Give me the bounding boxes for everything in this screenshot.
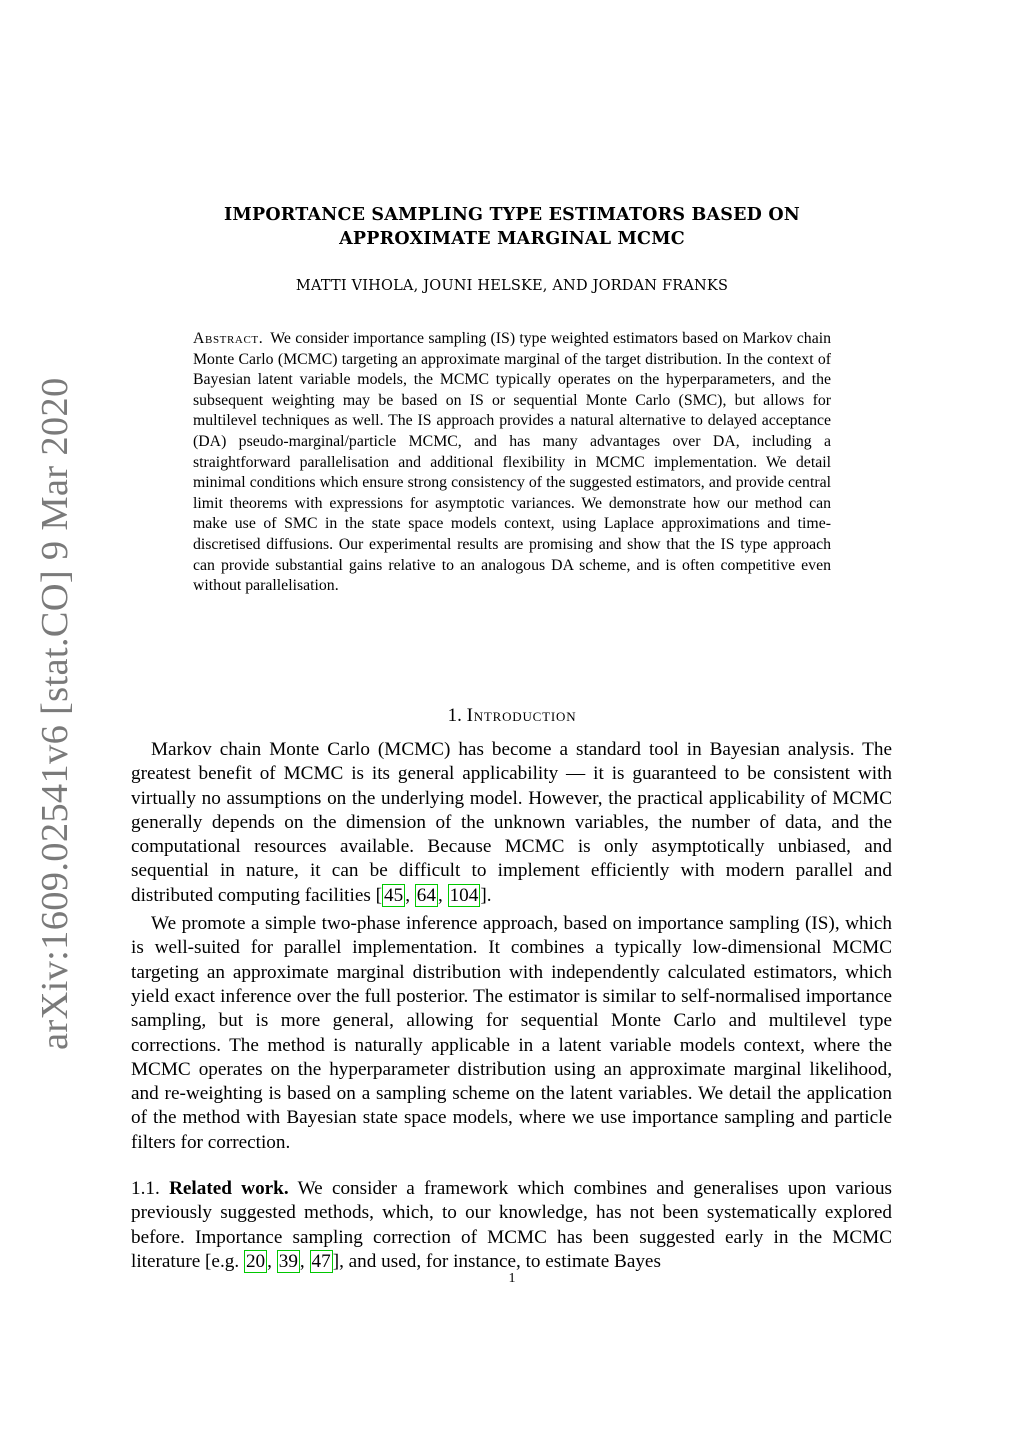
citation-link[interactable]: 104: [449, 884, 479, 906]
paragraph-text-tail: ], and used, for instance, to estimate Bayes: [332, 1250, 661, 1272]
body-text: [131, 738, 892, 1274]
section-title: Introduction: [466, 705, 577, 726]
abstract: [193, 329, 831, 597]
page-number: 1: [508, 1271, 516, 1286]
citation-link[interactable]: 39: [278, 1250, 298, 1272]
abstract-label: Abstract.: [193, 330, 264, 347]
section-number: 1.: [447, 705, 462, 726]
subsection-title: Related work.: [169, 1178, 289, 1200]
title-line-1: IMPORTANCE SAMPLING TYPE ESTIMATORS BASED ON: [224, 205, 800, 225]
citation-link[interactable]: 47: [311, 1250, 331, 1272]
abstract-text: We consider importance sampling (IS) type weighted estimators based on Markov chain Monte Carlo (MCMC) targeting an approximate marginal of the target distribution. In the context of Bayesian latent variable models, the MCMC typically operates on the hyperparameters, and the subsequent weighting may be based on IS or sequential Monte Carlo (SMC), but allows for multilevel techniques as well. The IS approach provides a natural alternative to delayed acceptance (DA) pseudo-marginal/particle MCMC, and has many advantages over DA, including a straightforward parallelisation and additional flexibility in MCMC implementation. We detail minimal conditions which ensure strong consistency of the suggested estimators, and provide central limit theorems with expressions for asymptotic variances. We demonstrate how our method can make use of SMC in the state space models context, using Laplace approximations and time-discretised diffusions. Our experimental results are promising and show that the IS type approach can provide substantial gains relative to an analogous DA scheme, and is often competitive even without parallelisation.: [193, 330, 832, 595]
citation-link[interactable]: 45: [384, 884, 404, 906]
paragraph-mcmc-intro: Markov chain Monte Carlo (MCMC) has become a standard tool in Bayesian analysis. The greatest benefit of MCMC is its general applicability — it is guaranteed to be consistent with virtually no assumptions on the underlying model. However, the practical applicability of MCMC generally depends on the dimension of the unknown variables, the number of data, and the computational resources available. Because MCMC is only asymptotically unbiased, and sequential in nature, it can be difficult to implement efficiently with modern parallel and distributed computing facilities [ 45 , 64 , 104 ].: [131, 739, 892, 906]
arxiv-identifier[interactable]: arXiv:1609.02541v6 [stat.CO] 9 Mar 2020: [34, 377, 76, 1050]
subsection-related-work: 1.1. Related work. We consider a framework which combines and generalises upon various previously suggested methods, which, to our knowledge, has not been systematically explored before. Importance sampling correction of MCMC has been suggested early in the MCMC literature [e.g. 20 , 39 , 47 ], and used, for instance, to estimate Bayes: [131, 1178, 893, 1272]
title-line-2: APPROXIMATE MARGINAL MCMC: [339, 229, 685, 249]
subsection-number: 1.1.: [131, 1178, 160, 1200]
author-list: MATTI VIHOLA, JOUNI HELSKE, AND JORDAN FRANKS: [295, 278, 729, 294]
paragraph-text: Markov chain Monte Carlo (MCMC) has become a standard tool in Bayesian analysis. The greatest benefit of MCMC is its general applicability — it is guaranteed to be consistent with virtually no assumptions on the underlying model. However, the practical applicability of MCMC generally depends on the dimension of the unknown variables, the number of data, and the computational resources available. Because MCMC is only asymptotically unbiased, and sequential in nature, it can be difficult to implement efficiently with modern parallel and distributed computing facilities: [131, 739, 892, 906]
paper-title: [0, 203, 1024, 251]
citation-link[interactable]: 20: [245, 1250, 266, 1272]
citation-link[interactable]: 64: [416, 884, 436, 906]
paragraph-two-phase-approach: We promote a simple two-phase inference approach, based on importance sampling (IS), which is well-suited for parallel implementation. It combines a typically low-dimensional MCMC targeting an approximate marginal distribution with independently calculated estimators, which yield exact inference over the full posterior. The estimator is similar to self-normalised importance sampling, but is more general, allowing for sequential Monte Carlo and multilevel type corrections. The method is naturally applicable in a latent variable models context, where the MCMC operates on the hyperparameter distribution using an approximate marginal likelihood, and re-weighting is based on a sampling scheme on the latent variables. We detail the application of the method with Bayesian state space models, where we use importance sampling and particle filters for correction.: [131, 913, 892, 1153]
paragraph-text: We consider a framework which combines and generalises upon various previously suggested methods, which, to our knowledge, has not been systematically explored before. Importance sampling correction of MCMC has been suggested early in the MCMC literature [e.g.: [131, 1178, 893, 1272]
section-heading-introduction: [0, 705, 1024, 727]
